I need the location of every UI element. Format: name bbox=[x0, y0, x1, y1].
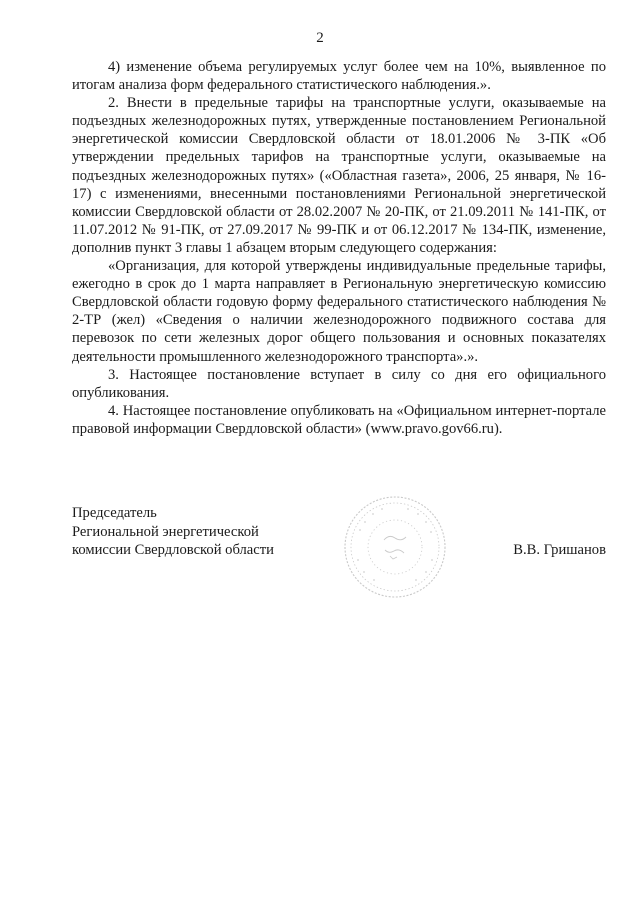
paragraph-item-4-continuation: 4) изменение объема регулируемых услуг более чем на 10%, выявленное по итогам анализа форм федерального статистического наблюдения.». bbox=[72, 59, 606, 94]
signatory-title bbox=[72, 504, 274, 560]
signatory-name: В.В. Гришанов bbox=[513, 542, 606, 558]
document-body bbox=[72, 58, 606, 438]
signatory-title-line: Председатель bbox=[72, 505, 157, 521]
signatory-title-line: Региональной энергетической bbox=[72, 523, 259, 540]
signature-block bbox=[72, 504, 606, 614]
official-seal-icon bbox=[340, 492, 450, 602]
paragraph-clause-2: 2. Внести в предельные тарифы на транспортные услуги, оказываемые на подъездных железнодорожных путях, утвержденные постановлением Региональной энергетической комиссии Свердловской области от 18.01.2006 № 3-ПК «Об утверждении предельных тарифов на транспортные услуги, оказываемые на подъездных железнодорожных путях» («Областная газета», 2006, 25 января, № 16-17) с изменениями, внесенными постановлениями Региональной энергетической комиссии Свердловской области от 28.02.2007 № 20-ПК, от 21.09.2011 № 141-ПК, от 11.07.2012 № 91-ПК, от 27.09.2017 № 99-ПК и от 06.12.2017 № 134-ПК, изменение, дополнив пункт 3 главы 1 абзацем вторым следующего содержания: bbox=[72, 95, 606, 256]
page-number: 2 bbox=[316, 30, 324, 46]
paragraph-clause-4: 4. Настоящее постановление опубликовать на «Официальном интернет-портале правовой информации Свердловской области» (www.pravo.gov66.ru). bbox=[72, 402, 606, 437]
paragraph-clause-3: 3. Настоящее постановление вступает в силу со дня его официального опубликования. bbox=[72, 366, 606, 401]
signatory-title-line: комиссии Свердловской области bbox=[72, 542, 274, 558]
paragraph-quoted-addition: «Организация, для которой утверждены индивидуальные предельные тарифы, ежегодно в срок до 1 марта направляет в Региональную энергетическую комиссию Свердловской области годовую форму федерального статистического наблюдения № 2-ТР (жел) «Сведения о наличии железнодорожного подвижного состава для перевозок по сети железных дорог общего пользования и основных показателях деятельности промышленного железнодорожного транспорта».». bbox=[72, 258, 606, 365]
